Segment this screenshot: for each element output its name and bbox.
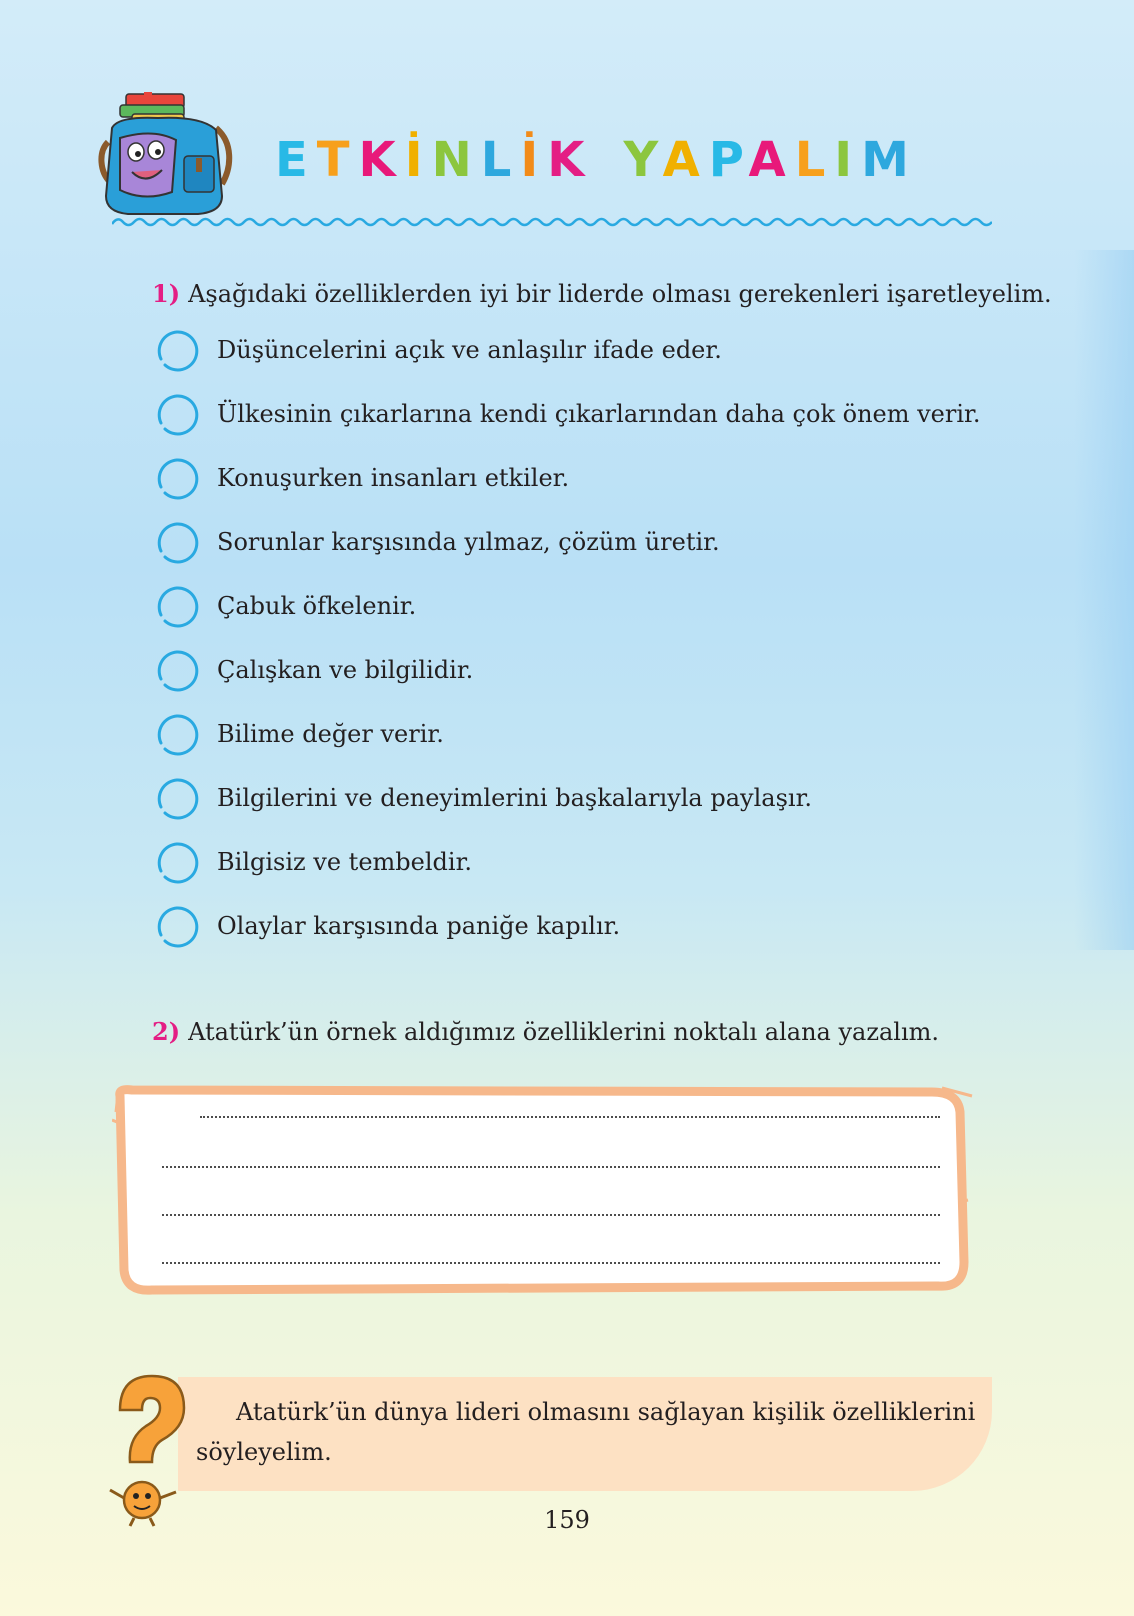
answer-line-2[interactable]	[162, 1166, 940, 1168]
checkbox-circle[interactable]	[155, 841, 199, 885]
option-text: Sorunlar karşısında yılmaz, çözüm üretir.	[217, 528, 720, 556]
question-2-number: 2)	[152, 1017, 181, 1046]
checkbox-circle[interactable]	[155, 457, 199, 501]
question-2-text: Atatürk’ün örnek aldığımız özelliklerini noktalı alana yazalım.	[188, 1018, 940, 1046]
checkbox-circle[interactable]	[155, 521, 199, 565]
checkbox-circle[interactable]	[155, 905, 199, 949]
note-text: Atatürk’ün dünya lideri olmasını sağlayan kişilik özelliklerini söyleyelim.	[196, 1398, 976, 1466]
option-text: Bilgisiz ve tembeldir.	[217, 848, 473, 876]
option-text: Olaylar karşısında paniğe kapılır.	[217, 912, 621, 940]
answer-line-3[interactable]	[162, 1214, 940, 1216]
question-2	[152, 1017, 939, 1047]
title-word-2: YAPALIM	[623, 132, 918, 188]
answer-line-4[interactable]	[162, 1262, 940, 1264]
option-text: Çabuk öfkelenir.	[217, 592, 417, 620]
checkbox-circle[interactable]	[155, 777, 199, 821]
title-word-1: ETKİNLİK	[275, 132, 594, 188]
option-text: Konuşurken insanları etkiler.	[217, 464, 570, 492]
option-text: Bilgilerini ve deneyimlerini başkalarıyla paylaşır.	[217, 784, 813, 812]
option-text: Çalışkan ve bilgilidir.	[217, 656, 474, 684]
checkbox-circle[interactable]	[155, 585, 199, 629]
checkbox-circle[interactable]	[155, 329, 199, 373]
answer-box[interactable]	[112, 1082, 982, 1296]
checkbox-circle[interactable]	[155, 713, 199, 757]
wavy-divider	[112, 214, 992, 230]
option-text: Düşüncelerini açık ve anlaşılır ifade eder.	[217, 336, 722, 364]
answer-line-1[interactable]	[200, 1116, 940, 1118]
checkbox-circle[interactable]	[155, 393, 199, 437]
background-glow	[1074, 250, 1134, 950]
question-1-number: 1)	[152, 279, 181, 308]
option-text: Ülkesinin çıkarlarına kendi çıkarlarından daha çok önem verir.	[217, 400, 981, 428]
question-1	[152, 279, 1052, 309]
page-title	[275, 132, 918, 188]
checkbox-circle[interactable]	[155, 649, 199, 693]
option-text: Bilime değer verir.	[217, 720, 444, 748]
backpack-mascot-icon	[98, 92, 238, 217]
page-number: 159	[544, 1506, 590, 1534]
question-1-text: Aşağıdaki özelliklerden iyi bir liderde olması gerekenleri işaretleyelim.	[188, 280, 1052, 308]
